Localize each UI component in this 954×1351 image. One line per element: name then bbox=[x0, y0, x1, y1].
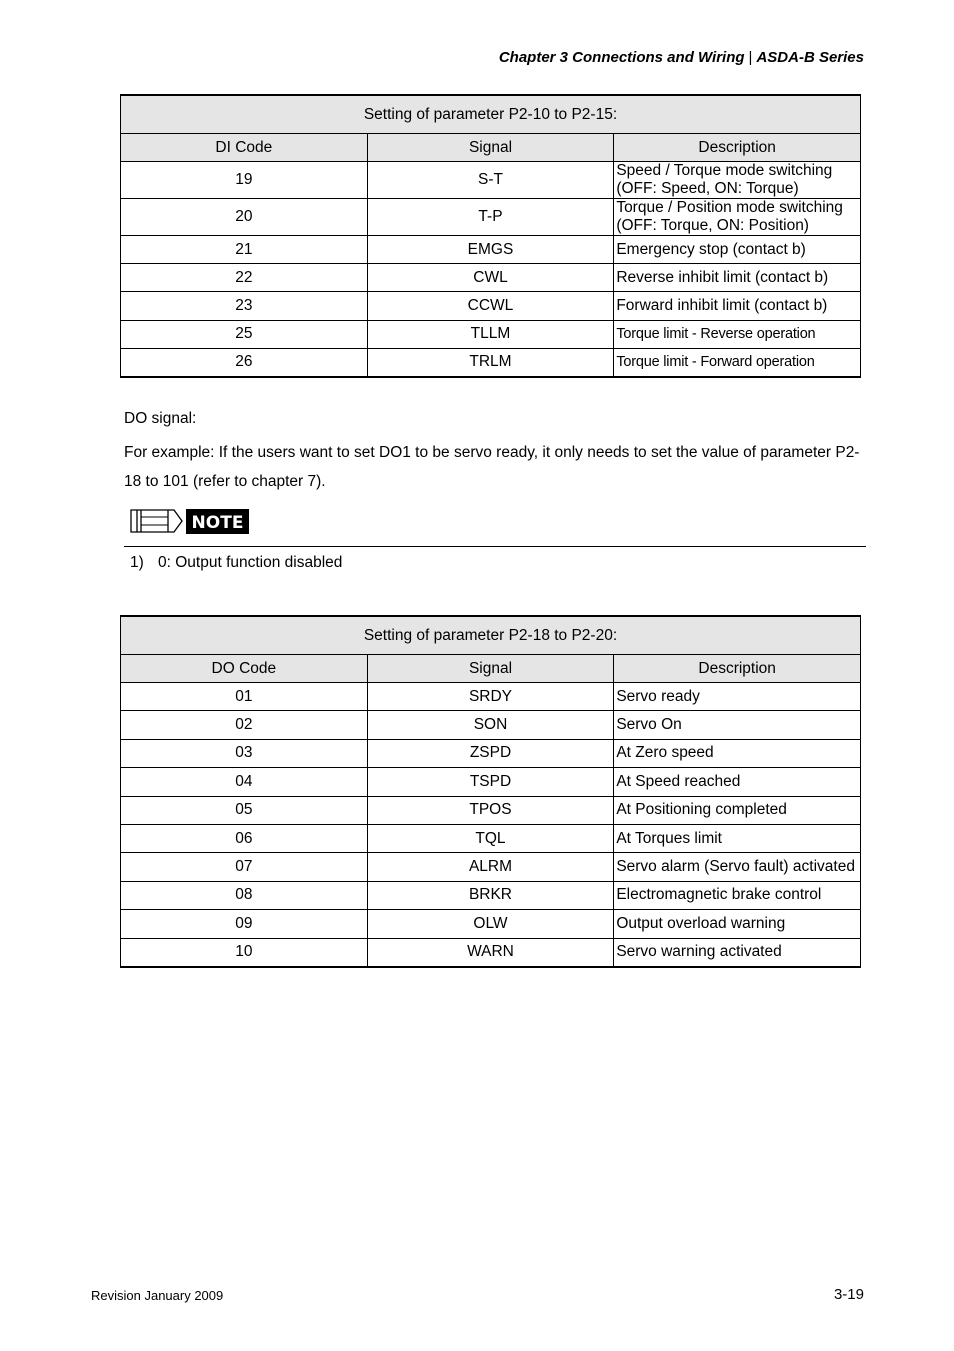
note-item bbox=[130, 554, 342, 572]
description-cell: Output overload warning bbox=[614, 910, 861, 938]
footer-page-number: 3-19 bbox=[833, 1286, 864, 1303]
table-row bbox=[121, 292, 861, 320]
description-cell: At Positioning completed bbox=[614, 796, 861, 824]
di-code-cell: 26 bbox=[121, 348, 368, 377]
table-row bbox=[121, 162, 861, 199]
column-header-signal: Signal bbox=[367, 655, 614, 683]
table-row bbox=[121, 683, 861, 711]
signal-cell: ZSPD bbox=[367, 739, 614, 767]
do-parameter-table bbox=[120, 615, 861, 968]
note-label: NOTE bbox=[191, 513, 244, 533]
description-cell: Servo warning activated bbox=[614, 938, 861, 967]
series-name: ASDA-B Series bbox=[756, 49, 864, 66]
do-code-cell: 09 bbox=[121, 910, 368, 938]
signal-cell: SRDY bbox=[367, 683, 614, 711]
column-header-signal: Signal bbox=[367, 134, 614, 162]
table-row bbox=[121, 236, 861, 264]
table-row bbox=[121, 910, 861, 938]
table-row bbox=[121, 739, 861, 767]
di-code-cell: 23 bbox=[121, 292, 368, 320]
column-header-description: Description bbox=[614, 134, 861, 162]
signal-cell: BRKR bbox=[367, 881, 614, 909]
di-code-cell: 19 bbox=[121, 162, 368, 199]
table-row bbox=[121, 796, 861, 824]
column-header-code: DO Code bbox=[121, 655, 368, 683]
table-row bbox=[121, 768, 861, 796]
page-header bbox=[499, 49, 864, 66]
signal-cell: CWL bbox=[367, 264, 614, 292]
signal-cell: EMGS bbox=[367, 236, 614, 264]
do-code-cell: 08 bbox=[121, 881, 368, 909]
description-cell: Servo On bbox=[614, 711, 861, 739]
signal-cell: CCWL bbox=[367, 292, 614, 320]
table-row bbox=[121, 348, 861, 377]
do-code-cell: 10 bbox=[121, 938, 368, 967]
table-title: Setting of parameter P2-18 to P2-20: bbox=[121, 616, 861, 655]
table-row bbox=[121, 711, 861, 739]
signal-cell: TSPD bbox=[367, 768, 614, 796]
description-cell: Torque limit - Reverse operation bbox=[614, 320, 861, 348]
chapter-title: Chapter 3 Connections and Wiring bbox=[498, 49, 745, 66]
signal-cell: OLW bbox=[367, 910, 614, 938]
table-row bbox=[121, 853, 861, 881]
signal-cell: WARN bbox=[367, 938, 614, 967]
do-signal-label: DO signal: bbox=[124, 410, 197, 427]
header-separator: | bbox=[748, 49, 753, 66]
table-row bbox=[121, 824, 861, 852]
description-cell: Emergency stop (contact b) bbox=[614, 236, 861, 264]
signal-cell: TLLM bbox=[367, 320, 614, 348]
table-row bbox=[121, 264, 861, 292]
note-divider bbox=[124, 546, 866, 547]
column-header-code: DI Code bbox=[121, 134, 368, 162]
description-cell: Electromagnetic brake control bbox=[614, 881, 861, 909]
di-code-cell: 21 bbox=[121, 236, 368, 264]
description-cell: Servo ready bbox=[614, 683, 861, 711]
signal-cell: TQL bbox=[367, 824, 614, 852]
description-cell: Torque limit - Forward operation bbox=[614, 348, 861, 377]
note-badge bbox=[130, 507, 250, 535]
note-item-number: 1) bbox=[130, 554, 144, 571]
di-code-cell: 20 bbox=[121, 199, 368, 236]
signal-cell: T-P bbox=[367, 199, 614, 236]
do-example-paragraph: For example: If the users want to set DO1 to be servo ready, it only needs to set the value of parameter P2-18 to 101 (refer to chapter 7). bbox=[124, 444, 860, 490]
description-cell: Reverse inhibit limit (contact b) bbox=[614, 264, 861, 292]
do-code-cell: 03 bbox=[121, 739, 368, 767]
table-row bbox=[121, 938, 861, 967]
signal-cell: ALRM bbox=[367, 853, 614, 881]
do-code-cell: 04 bbox=[121, 768, 368, 796]
column-header-description: Description bbox=[614, 655, 861, 683]
description-cell: At Torques limit bbox=[614, 824, 861, 852]
do-code-cell: 02 bbox=[121, 711, 368, 739]
signal-cell: S-T bbox=[367, 162, 614, 199]
description-cell: At Zero speed bbox=[614, 739, 861, 767]
signal-cell: TRLM bbox=[367, 348, 614, 377]
signal-cell: TPOS bbox=[367, 796, 614, 824]
description-cell: At Speed reached bbox=[614, 768, 861, 796]
di-parameter-table bbox=[120, 94, 861, 378]
description-cell: Torque / Position mode switching (OFF: Torque, ON: Position) bbox=[614, 199, 861, 236]
do-code-cell: 05 bbox=[121, 796, 368, 824]
table-row bbox=[121, 881, 861, 909]
description-cell: Speed / Torque mode switching (OFF: Speed, ON: Torque) bbox=[614, 162, 861, 199]
do-code-cell: 01 bbox=[121, 683, 368, 711]
do-code-cell: 06 bbox=[121, 824, 368, 852]
description-cell: Forward inhibit limit (contact b) bbox=[614, 292, 861, 320]
description-cell: Servo alarm (Servo fault) activated bbox=[614, 853, 861, 881]
di-code-cell: 22 bbox=[121, 264, 368, 292]
table-row bbox=[121, 199, 861, 236]
signal-cell: SON bbox=[367, 711, 614, 739]
table-row bbox=[121, 320, 861, 348]
note-arrow-icon bbox=[130, 507, 250, 535]
footer-revision: Revision January 2009 bbox=[91, 1288, 224, 1303]
di-code-cell: 25 bbox=[121, 320, 368, 348]
table-title: Setting of parameter P2-10 to P2-15: bbox=[121, 95, 861, 134]
note-item-text: 0: Output function disabled bbox=[158, 554, 343, 571]
do-code-cell: 07 bbox=[121, 853, 368, 881]
